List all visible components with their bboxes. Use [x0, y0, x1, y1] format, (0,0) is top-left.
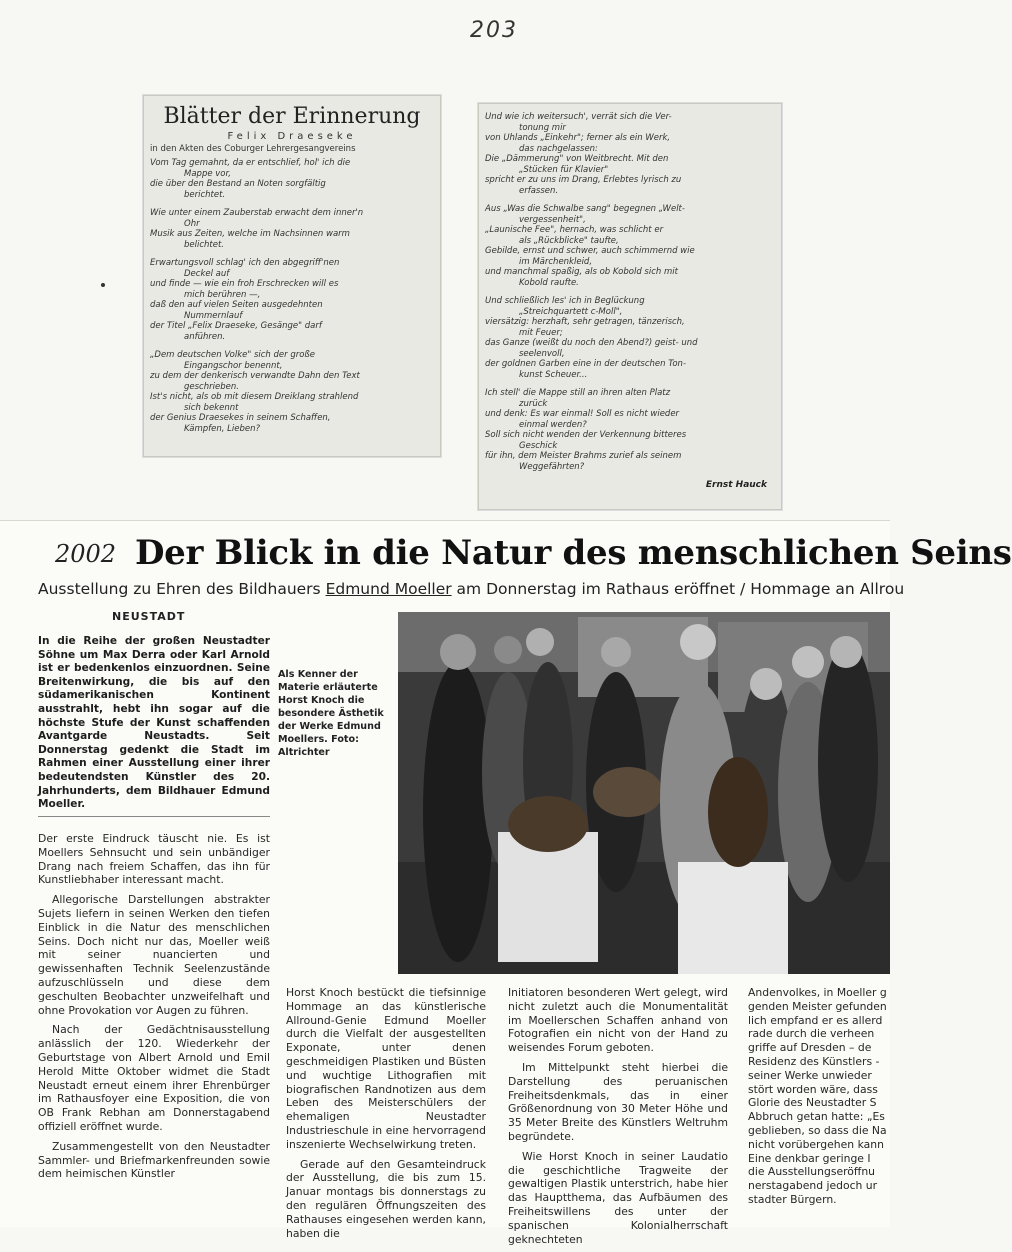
poem-line: der goldnen Garben eine in der deutschen Ton-	[485, 359, 687, 369]
article-headline: Der Blick in die Natur des menschlichen Seins	[135, 533, 1012, 573]
poem-line: Nummernlauf	[184, 310, 243, 321]
poem-line: viersätzig: herzhaft, sehr getragen, tänzerisch,	[485, 317, 685, 327]
poem-stanza	[150, 350, 434, 434]
column-line: nerstagabend jedoch ur	[748, 1179, 878, 1193]
poem-line: Ist's nicht, als ob mit diesem Dreiklang strahlend	[150, 392, 359, 402]
article-column-3	[508, 986, 728, 1252]
poem-line: spricht er zu uns im Drang, Erlebtes lyrisch zu	[485, 175, 682, 185]
poem-line: Und schließlich les' ich in Beglückung	[485, 296, 645, 306]
poem-line: Soll sich nicht wenden der Verkennung bitteres	[485, 430, 687, 440]
poem-line: das Ganze (weißt du noch den Abend?) geist- und	[485, 338, 698, 348]
poem-line: Weggefährten?	[519, 461, 585, 472]
paragraph: Initiatoren besonderen Wert gelegt, wird nicht zuletzt auch die Monumentalität im Moellerschen Schaffen anhand von Fotografien ein nicht von der Hand zu weisendes Forum geboten.	[508, 986, 728, 1055]
poem-line: Aus „Was die Schwalbe sang" begegnen „Welt-	[485, 204, 685, 214]
poem-stanzas	[479, 112, 781, 472]
column-line: stört worden wäre, dass	[748, 1082, 878, 1096]
exhibition-photo	[398, 612, 890, 974]
handwritten-year: 2002	[55, 540, 117, 568]
poem-line: und finde — wie ein froh Erschrecken will es	[150, 279, 339, 289]
column-line: rade durch die verheen	[748, 1027, 875, 1041]
poem-signature: Ernst Hauck	[705, 480, 767, 490]
poem-stanza	[150, 208, 434, 250]
column-line: geblieben, so dass die Na	[748, 1123, 887, 1137]
paragraph: Allegorische Darstellungen abstrakter Sujets liefern in seinen Werken den tiefen Einblick in die Natur des menschlichen Seins. Doch nicht nur das, Moeller weiß mit seiner nuancierten und gewissenhaften Technik Seelenzustände aufzuschlüsseln und diese dem geschulten Beobachter unzweifelhaft und ohne Provokation vor Augen zu führen.	[38, 893, 270, 1017]
poem-line: seelenvoll,	[519, 348, 565, 359]
poem-line: Ich stell' die Mappe still an ihren alten Platz	[485, 388, 671, 398]
poem-stanza	[485, 112, 775, 196]
poem-line: der Titel „Felix Draeseke, Gesänge" darf	[150, 321, 322, 331]
photo-caption: Als Kenner der Materie erläuterte Horst Knoch die besondere Ästhetik der Werke Edmund Moellers. Foto: Altrichter	[278, 669, 384, 758]
poem-line: Erwartungsvoll schlag' ich den abgegriff'nen	[150, 258, 340, 268]
poem-line: im Märchenkleid,	[519, 256, 593, 267]
column-line: Glorie des Neustadter S	[748, 1096, 877, 1110]
poem-author: Felix Draeseke	[227, 131, 357, 142]
column-line: stadter Bürgern.	[748, 1192, 837, 1206]
poem-line: und denk: Es war einmal! Soll es nicht wieder	[485, 409, 680, 419]
poem-line: von Uhlands „Einkehr"; ferner als ein Werk,	[485, 133, 671, 143]
poem-line: Gebilde, ernst und schwer, auch schimmernd wie	[485, 246, 695, 256]
poem-line: daß den auf vielen Seiten ausgedehnten	[150, 300, 323, 310]
poem-stanza	[485, 296, 775, 380]
poem-line: mit Feuer;	[519, 327, 563, 338]
poem-line: Mappe vor,	[184, 168, 231, 179]
poem-line: anführen.	[184, 331, 226, 342]
poem-clipping-left	[143, 95, 441, 457]
poem-line: Ohr	[184, 218, 200, 229]
paragraph: Der erste Eindruck täuscht nie. Es ist Moellers Sehnsucht und sein unbändiger Drang nach freiem Schaffen, das ihn für Kunstliebhaber interessant macht.	[38, 832, 270, 887]
article-column-2	[286, 986, 486, 1246]
article-column-4	[748, 986, 890, 1207]
poem-subtitle: in den Akten des Coburger Lehrergesangvereins	[150, 144, 356, 154]
poem-stanzas	[144, 158, 440, 434]
poem-line: belichtet.	[184, 239, 225, 250]
poem-line: für ihn, dem Meister Brahms zurief als seinem	[485, 451, 682, 461]
column-line: die Ausstellungseröffnu	[748, 1165, 876, 1179]
poem-line: „Dem deutschen Volke" sich der große	[150, 350, 316, 360]
poem-clipping-right	[478, 103, 782, 510]
poem-line: vergessenheit",	[519, 214, 586, 225]
paragraph: Horst Knoch bestückt die tiefsinnige Hommage an das künstlerische Allround-Genie Edmund Moeller durch die Vielfalt der ausgestellten Exponate, unter denen geschmeidigen Plastiken und Büsten und wuchtige Lithografien mit biografischen Randnotizen aus dem Leben des Meisterschülers der ehemaligen Neustadter Industrieschule in eine hervorragend inszenierte Wechselwirkung treten.	[286, 986, 486, 1151]
ink-dot	[101, 283, 105, 287]
poem-line: Eingangschor benennt,	[184, 360, 283, 371]
column-line: Abbruch getan hatte: „Es	[748, 1110, 885, 1124]
paragraph: Im Mittelpunkt steht hierbei die Darstellung des peruanischen Freiheitsdenkmals, das in einer Größenordnung von 30 Meter Höhe und 35 Meter Breite des Künstlers Weltruhm begründete.	[508, 1060, 728, 1143]
subhead-text-rest: am Donnerstag im Rathaus eröffnet / Hommage an Allrou	[451, 580, 905, 598]
poem-line: der Genius Draesekes in seinem Schaffen,	[150, 413, 331, 423]
column-line: Residenz des Künstlers -	[748, 1054, 880, 1068]
poem-line: Wie unter einem Zauberstab erwacht dem inner'n	[150, 208, 364, 218]
article-dateline: NEUSTADT	[112, 610, 186, 623]
column-line: genden Meister gefunden	[748, 999, 887, 1013]
paragraph: Gerade auf den Gesamteindruck der Ausstellung, die bis zum 15. Januar montags bis donnerstags zu den regulären Öffnungszeiten des Rathauses eingesehen werden kann, haben die	[286, 1157, 486, 1240]
poem-line: berichtet.	[184, 189, 226, 200]
column-line: Eine denkbar geringe I	[748, 1151, 871, 1165]
poem-stanza	[150, 158, 434, 200]
poem-line: Kobold raufte.	[519, 277, 579, 288]
poem-line: „Stücken für Klavier"	[519, 164, 609, 175]
poem-line: und manchmal spaßig, als ob Kobold sich mit	[485, 267, 678, 277]
poem-line: als „Rückblicke" taufte,	[519, 235, 619, 246]
poem-line: mich berühren —,	[184, 289, 261, 300]
poem-line: Deckel auf	[184, 268, 230, 279]
column-line: Andenvolkes, in Moeller g	[748, 986, 887, 999]
poem-line: zu dem der denkerisch verwandte Dahn den Text	[150, 371, 360, 381]
poem-line: das nachgelassen:	[519, 143, 598, 154]
poem-line: tonung mir	[519, 122, 566, 133]
poem-stanza	[150, 258, 434, 342]
poem-line: Geschick	[519, 440, 558, 451]
poem-line: Vom Tag gemahnt, da er entschlief, hol' ich die	[150, 158, 351, 168]
paragraph: Zusammengestellt von den Neustadter Sammler- und Briefmarkenfreunden sowie dem heimischen Künstler	[38, 1139, 270, 1181]
poem-line: Und wie ich weitersuch', verrät sich die Ver-	[485, 112, 672, 122]
article-lead: In die Reihe der großen Neustadter Söhne um Max Derra oder Karl Arnold ist er bedenkenlos einzuordnen. Seine Breitenwirkung, die bis auf den südamerikanischen Kontinent ausstrahlt, hebt ihn sogar auf die höchste Stufe der Kunst schaffenden Avantgarde Neustadts. Seit Donnerstag gedenkt die Stadt im Rahmen einer Ausstellung einer ihrer bedeutendsten Künstler des 20. Jahrhunderts, dem Bildhauer Edmund Moeller.	[38, 635, 270, 817]
poem-line: kunst Scheuer...	[519, 369, 588, 380]
subhead-text: Ausstellung zu Ehren des Bildhauers	[38, 580, 326, 598]
subhead-artist-name: Edmund Moeller	[325, 580, 452, 598]
poem-line: erfassen.	[519, 185, 559, 196]
column-line: lich empfand er es allerd	[748, 1013, 883, 1027]
exhibition-photo-image	[398, 612, 890, 974]
poem-line: sich bekennt	[184, 402, 239, 413]
article-subhead	[38, 580, 904, 598]
article-column-1	[38, 832, 270, 1187]
poem-title: Blätter der Erinnerung	[163, 104, 421, 129]
poem-line: „Streichquartett c-Moll",	[519, 306, 623, 317]
poem-stanza	[485, 388, 775, 472]
poem-line: einmal werden?	[519, 419, 587, 430]
poem-line: die über den Bestand an Noten sorgfältig	[150, 179, 326, 189]
poem-line: „Launische Fee", hernach, was schlicht er	[485, 225, 664, 235]
paragraph: Nach der Gedächtnisausstellung anlässlich der 120. Wiederkehr der Geburtstage von Albert Arnold und Emil Herold Mitte Oktober widmet die Stadt Neustadt erneut einem ihrer Ehrenbürger im Rathausfoyer eine Exposition, die von OB Frank Rebhan am Donnerstagabend offiziell eröffnet wurde.	[38, 1023, 270, 1133]
poem-line: Kämpfen, Lieben?	[184, 423, 261, 434]
column-line: griffe auf Dresden – de	[748, 1041, 872, 1055]
poem-line: geschrieben.	[184, 381, 239, 392]
paragraph: Wie Horst Knoch in seiner Laudatio die geschichtliche Tragweite der gewaltigen Plastik unterstrich, habe hier das Hauptthema, das Aufbäumen des Freiheitswillens des unter der spanischen Kolonialherrschaft geknechteten	[508, 1149, 728, 1246]
poem-stanza	[485, 204, 775, 288]
poem-line: Musik aus Zeiten, welche im Nachsinnen warm	[150, 229, 350, 239]
page-number: 203	[470, 18, 518, 43]
column-line: nicht vorübergehen kann	[748, 1137, 884, 1151]
poem-line: Die „Dämmerung" von Weitbrecht. Mit den	[485, 154, 669, 164]
column-line: seiner Werke unwieder	[748, 1068, 872, 1082]
poem-line: zurück	[519, 398, 548, 409]
